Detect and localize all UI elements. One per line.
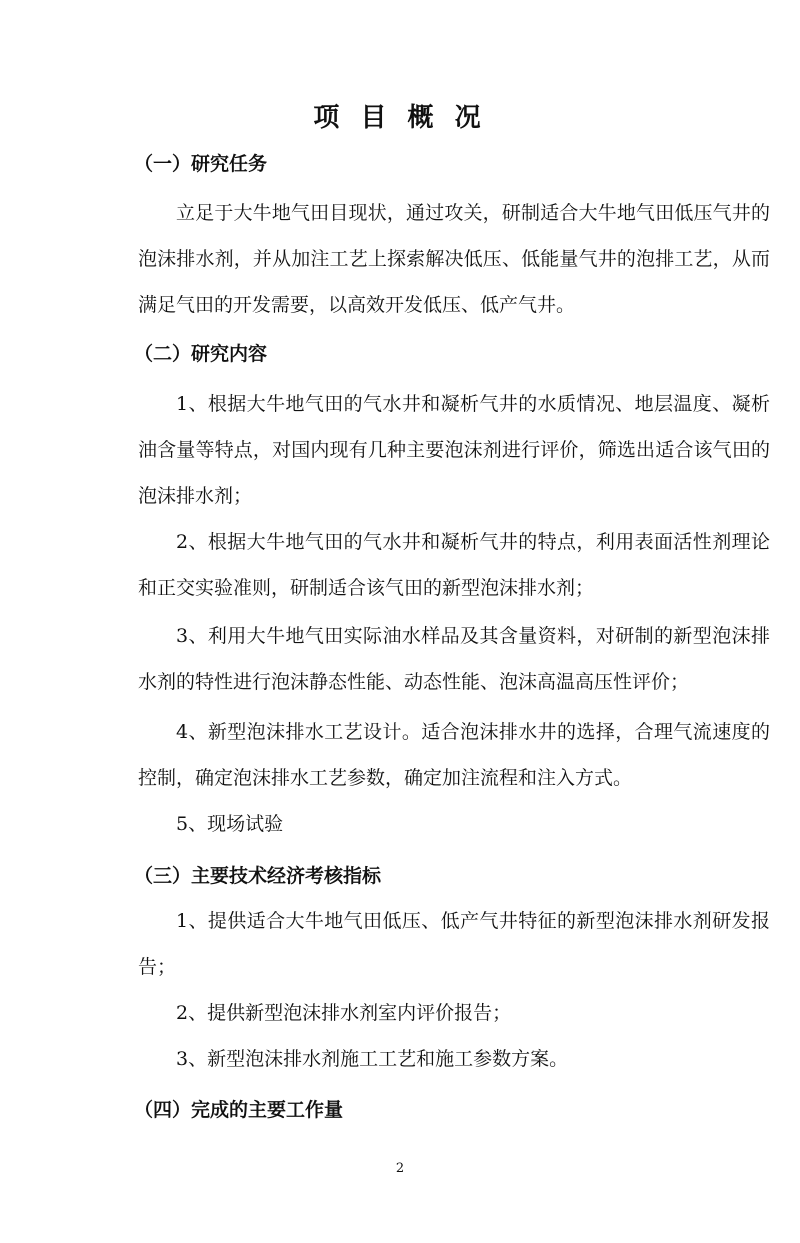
- section-heading-assessment-indicators: （三）主要技术经济考核指标: [134, 865, 382, 887]
- paragraph-content-item-5: 5、现场试验: [176, 813, 284, 835]
- section-heading-research-content: （二）研究内容: [134, 343, 268, 365]
- page-title: 项 目 概 况: [313, 103, 487, 133]
- paragraph-content-item-2: 2、根据大牛地气田的气水井和凝析气井的特点，利用表面活性剂理论和正交实验准则，研制适合该气田的新型泡沫排水剂；: [138, 531, 770, 599]
- paragraph-content-item-4: 4、新型泡沫排水工艺设计。适合泡沫排水井的选择，合理气流速度的控制，确定泡沫排水工艺参数，确定加注流程和注入方式。: [138, 721, 770, 789]
- section-heading-research-task: （一）研究任务: [134, 153, 268, 175]
- paragraph-content-item-3: 3、利用大牛地气田实际油水样品及其含量资料，对研制的新型泡沫排水剂的特性进行泡沫静态性能、动态性能、泡沫高温高压性评价；: [138, 625, 770, 693]
- paragraph-indicator-item-3: 3、新型泡沫排水剂施工工艺和施工参数方案。: [176, 1048, 569, 1070]
- paragraph-content-item-1: 1、根据大牛地气田的气水井和凝析气井的水质情况、地层温度、凝析油含量等特点，对国内现有几种主要泡沫剂进行评价，筛选出适合该气田的泡沫排水剂；: [138, 393, 770, 507]
- paragraph-indicator-item-1: 1、提供适合大牛地气田低压、低产气井特征的新型泡沫排水剂研发报告；: [138, 910, 770, 978]
- paragraph-research-task: 立足于大牛地气田目现状，通过攻关，研制适合大牛地气田低压气井的泡沫排水剂，并从加注工艺上探索解决低压、低能量气井的泡排工艺，从而满足气田的开发需要，以高效开发低压、低产气井。: [138, 202, 770, 316]
- page-number: 2: [395, 1161, 405, 1176]
- section-heading-main-workload: （四）完成的主要工作量: [134, 1099, 344, 1121]
- paragraph-indicator-item-2: 2、提供新型泡沫排水剂室内评价报告；: [176, 1002, 512, 1024]
